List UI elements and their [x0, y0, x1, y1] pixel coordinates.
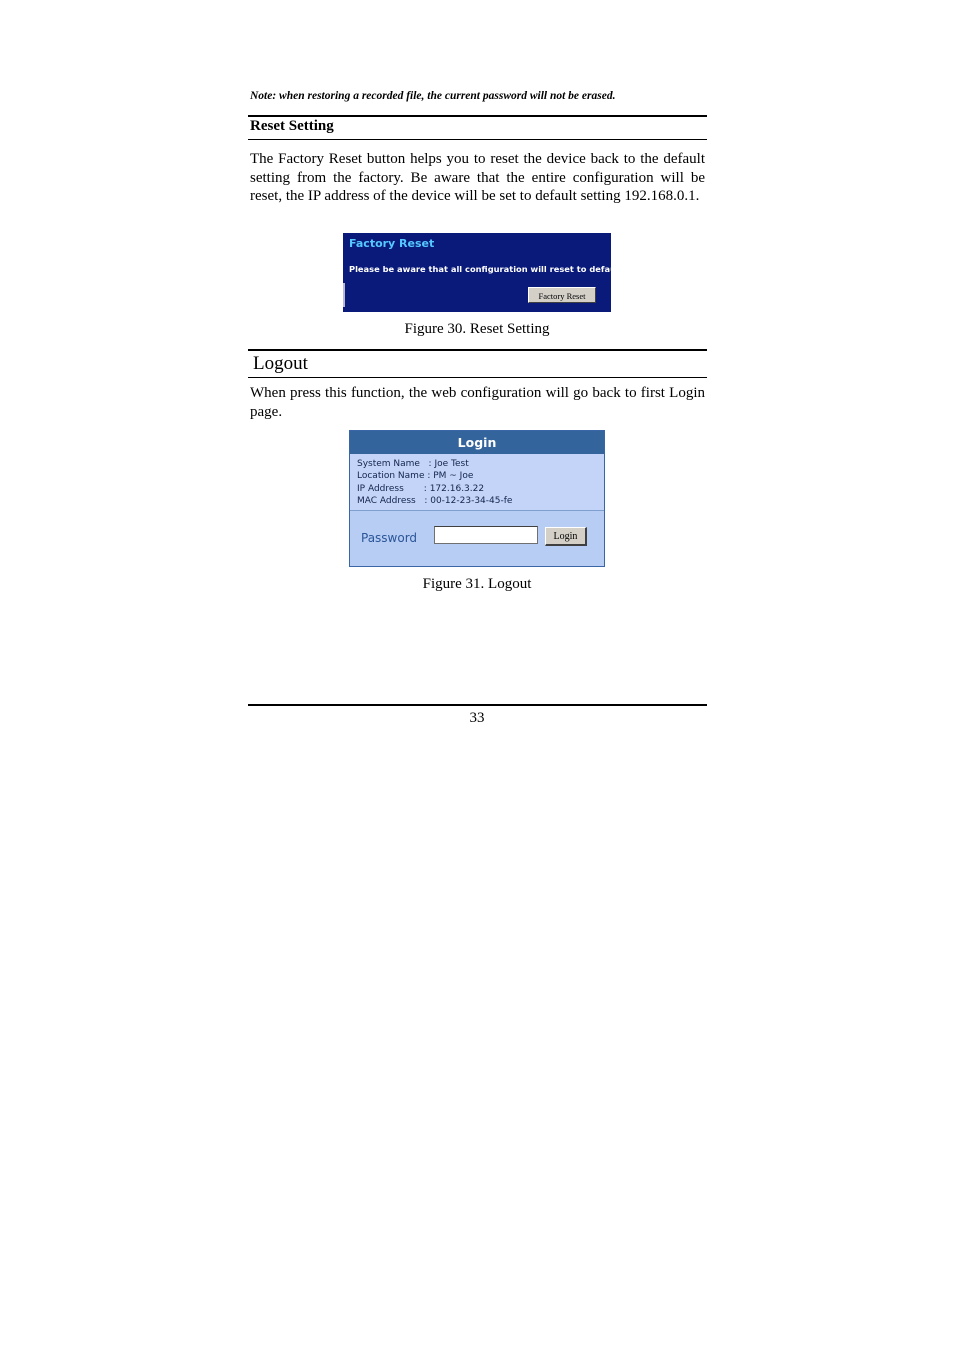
section-rule-bottom: [248, 139, 707, 140]
login-title: Login: [350, 431, 604, 454]
factory-reset-message: Please be aware that all configuration will reset to default value.: [349, 264, 655, 274]
login-figure: [349, 430, 605, 567]
factory-reset-button[interactable]: Factory Reset: [528, 287, 596, 303]
restore-note: Note: when restoring a recorded file, the current password will not be erased.: [250, 90, 616, 102]
location-name-row: Location Name : PM ~ Joe: [357, 471, 474, 482]
ip-address-row: IP Address : 172.16.3.22: [357, 483, 485, 494]
factory-reset-figure: [343, 233, 655, 312]
page-number: 33: [469, 710, 485, 726]
figure-31-caption: Figure 31. Logout: [422, 576, 532, 592]
section-rule-top: [248, 115, 707, 117]
logout-rule-bottom: [248, 377, 707, 378]
footer-rule: [248, 704, 707, 706]
figure-edge-artifact: [343, 283, 345, 307]
logout-rule-top: [248, 349, 707, 351]
factory-reset-title: Factory Reset: [349, 237, 435, 250]
login-button[interactable]: Login: [545, 527, 587, 546]
logout-heading: Logout: [253, 353, 308, 374]
logout-paragraph: When press this function, the web configuration will go back to first Login page.: [250, 385, 705, 420]
system-name-row: System Name : Joe Test: [357, 459, 469, 469]
reset-setting-heading: Reset Setting: [250, 118, 334, 134]
password-label: Password: [361, 531, 418, 545]
mac-address-row: MAC Address : 00-12-23-34-45-fe: [357, 495, 513, 506]
login-form: [350, 511, 604, 566]
figure-30-caption: Figure 30. Reset Setting: [404, 321, 550, 337]
device-info: [357, 458, 512, 507]
password-input[interactable]: [434, 526, 538, 544]
reset-setting-paragraph: The Factory Reset button helps you to reset the device back to the default setting from the factory. Be aware that the entire configuration will be reset, the IP address of the device will be set to default setting 192.168.0.1.: [250, 151, 705, 204]
